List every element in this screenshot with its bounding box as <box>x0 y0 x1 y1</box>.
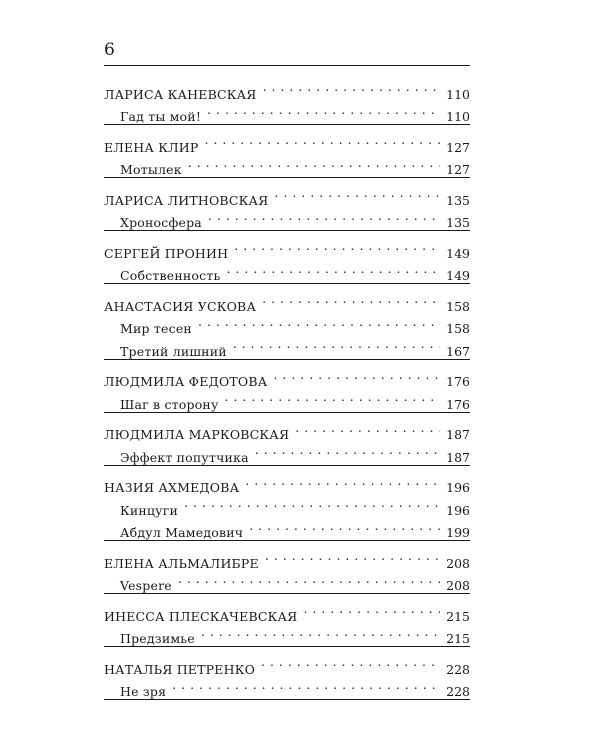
toc-work-page-number: 187 <box>446 449 470 465</box>
dot-leader <box>172 674 440 697</box>
toc-author <box>104 235 470 261</box>
toc-work-title: Собственность <box>120 268 221 283</box>
toc-author <box>104 182 470 208</box>
dot-leader <box>198 311 440 334</box>
toc-author <box>104 470 470 493</box>
toc-author-title: НАТАЛЬЯ ПЕТРЕНКО <box>104 661 256 677</box>
toc-author-group <box>104 413 470 466</box>
dot-leader <box>263 76 440 99</box>
toc-author-group <box>104 466 470 542</box>
toc-author-group <box>104 178 470 231</box>
dot-leader <box>261 651 440 674</box>
dot-leader <box>226 258 440 281</box>
toc-author-group <box>104 284 470 360</box>
toc-author-title: ЛЮДМИЛА ФЕДОТОВА <box>104 374 268 389</box>
toc-work-title: Абдул Мамедович <box>120 525 244 540</box>
toc-author-group <box>104 541 470 594</box>
toc-author-group <box>104 594 470 647</box>
dot-leader <box>225 386 440 409</box>
dot-leader <box>208 205 440 228</box>
toc-work-title: Хроносфера <box>120 215 202 230</box>
toc-author-title: АНАСТАСИЯ УСКОВА <box>104 298 257 314</box>
toc-work-title: Не зря <box>120 684 167 699</box>
toc-author-group <box>104 231 470 284</box>
dot-leader <box>273 364 440 387</box>
toc-author-title: ЛАРИСА ЛИТНОВСКАЯ <box>104 192 269 208</box>
toc-author <box>104 417 470 440</box>
toc-work-page-number: 199 <box>446 525 470 540</box>
toc-work-page-number: 135 <box>446 215 470 230</box>
dot-leader <box>184 492 440 515</box>
toc-work-title: Vespere <box>120 578 172 593</box>
toc-author-title: ЕЛЕНА АЛЬМАЛИБРЕ <box>104 555 259 571</box>
page-number: 6 <box>104 40 115 60</box>
toc-work-page-number: 176 <box>446 396 470 412</box>
dot-leader <box>204 129 440 152</box>
toc-author-title: НАЗИЯ АХМЕДОВА <box>104 480 240 495</box>
toc-work-page-number: 158 <box>446 321 470 336</box>
dot-leader <box>303 598 440 621</box>
toc-work-title: Третий лишний <box>120 343 227 359</box>
toc-author <box>104 76 470 102</box>
toc-work-page-number: 149 <box>446 268 470 283</box>
toc-work-page-number: 215 <box>446 631 470 646</box>
toc-author-title: ЛЮДМИЛА МАРКОВСКАЯ <box>104 427 290 442</box>
toc-author-group <box>104 360 470 413</box>
toc-author-group <box>104 647 470 700</box>
toc-work-page-number: 167 <box>446 343 470 359</box>
toc-author-page-number: 135 <box>446 192 470 208</box>
dot-leader <box>178 568 440 591</box>
toc-author-page-number: 228 <box>446 661 470 677</box>
dot-leader <box>234 235 440 258</box>
dot-leader <box>233 333 440 356</box>
toc-work-title: Кинцуги <box>120 502 179 518</box>
toc-work-title: Предзимье <box>120 631 195 646</box>
toc-author-title: ЕЛЕНА КЛИР <box>104 139 199 155</box>
toc-work-page-number: 110 <box>446 109 470 124</box>
toc-author-page-number: 187 <box>446 427 470 442</box>
toc-author <box>104 129 470 155</box>
toc-author <box>104 364 470 387</box>
toc-work-title: Эффект попутчика <box>120 449 249 465</box>
toc-work-page-number: 228 <box>446 684 470 699</box>
dot-leader <box>255 439 440 462</box>
toc-work-title: Мотылек <box>120 162 182 177</box>
dot-leader <box>207 99 440 122</box>
dot-leader <box>274 182 440 205</box>
toc-author-page-number: 127 <box>446 139 470 155</box>
toc-author-title: СЕРГЕЙ ПРОНИН <box>104 245 229 261</box>
toc-author-group <box>104 76 470 125</box>
toc-author <box>104 651 470 677</box>
toc-author-page-number: 158 <box>446 298 470 314</box>
table-of-contents <box>104 76 470 700</box>
toc-work-title: Гад ты мой! <box>120 109 202 124</box>
toc-author-page-number: 208 <box>446 555 470 571</box>
dot-leader <box>245 470 440 493</box>
toc-work-page-number: 208 <box>446 578 470 593</box>
dot-leader <box>201 621 440 644</box>
toc-work-page-number: 196 <box>446 502 470 518</box>
toc-author-page-number: 110 <box>446 86 470 102</box>
toc-work-title: Мир тесен <box>120 321 192 336</box>
toc-author-page-number: 176 <box>446 374 470 389</box>
toc-work-title: Шаг в сторону <box>120 396 219 412</box>
toc-work-page-number: 127 <box>446 162 470 177</box>
header-rule <box>104 65 470 66</box>
toc-author <box>104 598 470 624</box>
toc-author-page-number: 215 <box>446 608 470 624</box>
toc-author-title: ИНЕССА ПЛЕСКАЧЕВСКАЯ <box>104 608 298 624</box>
toc-author <box>104 288 470 314</box>
toc-author-group <box>104 125 470 178</box>
toc-author <box>104 545 470 571</box>
toc-author-page-number: 196 <box>446 480 470 495</box>
dot-leader <box>262 288 440 311</box>
toc-author-page-number: 149 <box>446 245 470 261</box>
toc-author-title: ЛАРИСА КАНЕВСКАЯ <box>104 86 257 102</box>
dot-leader <box>188 152 440 175</box>
dot-leader <box>295 417 440 440</box>
dot-leader <box>265 545 440 568</box>
dot-leader <box>249 515 440 538</box>
